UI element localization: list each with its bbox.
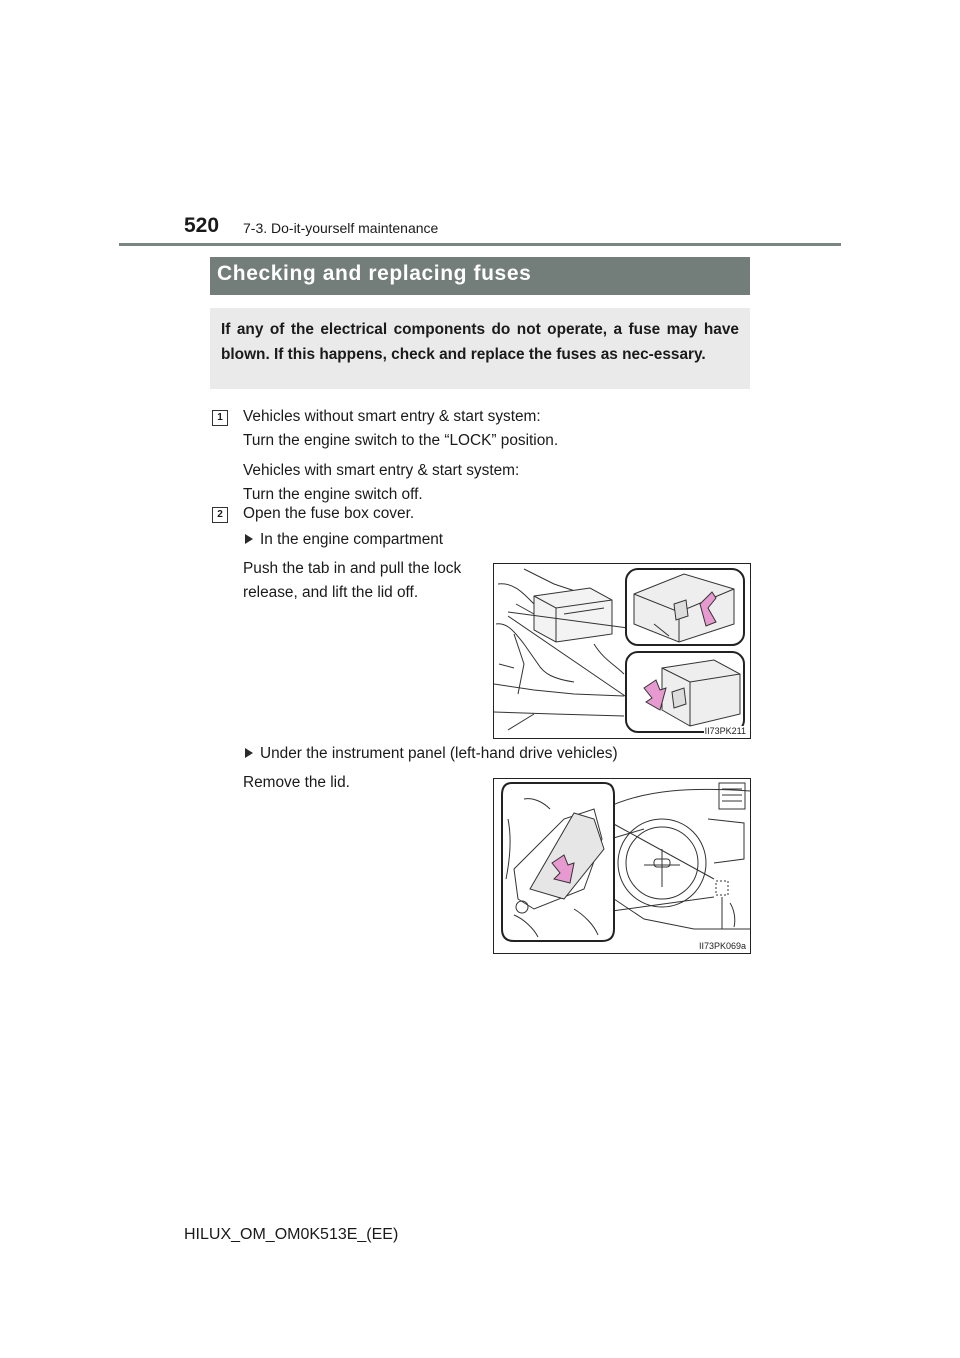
engine-fuse-box-drawing: [494, 564, 750, 738]
engine-compartment-illustration: [493, 563, 751, 739]
section-text-engine: [243, 557, 461, 605]
step-1-line: Turn the engine switch to the “LOCK” position.: [243, 432, 559, 449]
instrument-panel-drawing: [494, 779, 750, 953]
section-header: 7-3. Do-it-yourself maintenance: [243, 220, 439, 236]
step-number-1: 1: [212, 410, 228, 426]
section-text-line: release, and lift the lid off.: [243, 584, 419, 601]
section-text-instrument-panel: [243, 771, 350, 795]
step-1-text: [243, 405, 558, 507]
step-2-text: Open the fuse box cover.: [243, 505, 415, 522]
step-number-2: 2: [212, 507, 228, 523]
page-title: Checking and replacing fuses: [210, 257, 750, 295]
step-1-line: Turn the engine switch off.: [243, 486, 423, 503]
footer-document-id: HILUX_OM_OM0K513E_(EE): [184, 1226, 399, 1243]
intro-text: If any of the electrical components do not operate, a fuse may have blown. If this happens, check and replace the fuses as nec-essary.: [221, 321, 739, 363]
triangle-right-icon: [245, 748, 253, 758]
triangle-right-icon: [245, 534, 253, 544]
page-number: 520: [184, 214, 220, 237]
section-text-line: Remove the lid.: [243, 774, 350, 791]
instrument-panel-illustration: [493, 778, 751, 954]
section-heading-instrument-panel: Under the instrument panel (left-hand drive vehicles): [260, 745, 618, 762]
step-1-line: Vehicles without smart entry & start system:: [243, 408, 541, 425]
step-1-line: Vehicles with smart entry & start system:: [243, 462, 520, 479]
section-text-line: Push the tab in and pull the lock: [243, 560, 462, 577]
section-heading-engine: In the engine compartment: [260, 531, 444, 548]
intro-box: [210, 308, 750, 389]
illustration-code: II73PK069a: [698, 941, 746, 951]
illustration-code: II73PK211: [704, 726, 746, 736]
header-rule: [119, 243, 841, 246]
